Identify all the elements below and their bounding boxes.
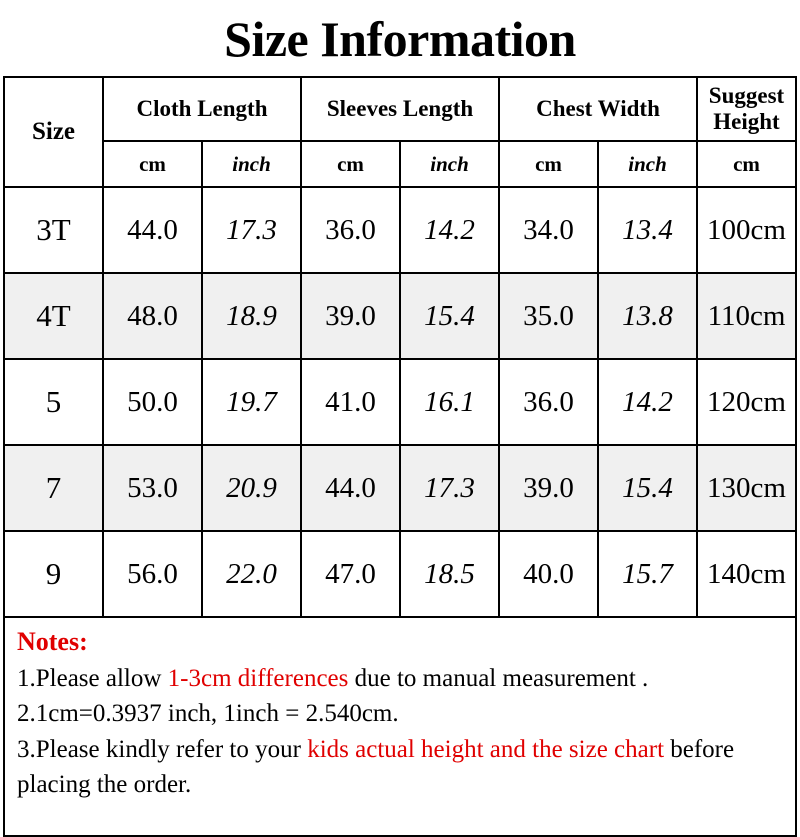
cell-size: 3T [4, 187, 103, 273]
cell-sleeve-cm: 41.0 [301, 359, 400, 445]
cell-size: 5 [4, 359, 103, 445]
cell-size: 9 [4, 531, 103, 617]
note-1-text-a: 1.Please allow [17, 664, 168, 692]
cell-sleeve-cm: 39.0 [301, 273, 400, 359]
unit-cloth-inch: inch [202, 141, 301, 187]
cell-sleeve-cm: 44.0 [301, 445, 400, 531]
table-header-group-row [4, 77, 796, 141]
cell-chest-cm: 36.0 [499, 359, 598, 445]
note-line-1 [17, 661, 783, 697]
note-line-3 [17, 732, 783, 803]
cell-sleeve-cm: 47.0 [301, 531, 400, 617]
header-size: Size [4, 77, 103, 187]
cell-suggest-height: 120cm [697, 359, 796, 445]
cell-cloth-cm: 56.0 [103, 531, 202, 617]
cell-sleeve-inch: 17.3 [400, 445, 499, 531]
unit-cloth-cm: cm [103, 141, 202, 187]
cell-sleeve-inch: 15.4 [400, 273, 499, 359]
header-sleeves-length: Sleeves Length [301, 77, 499, 141]
cell-suggest-height: 110cm [697, 273, 796, 359]
cell-sleeve-inch: 14.2 [400, 187, 499, 273]
table-row [4, 445, 796, 531]
size-information-table [3, 76, 797, 618]
cell-cloth-cm: 44.0 [103, 187, 202, 273]
cell-sleeve-cm: 36.0 [301, 187, 400, 273]
unit-sleeve-inch: inch [400, 141, 499, 187]
header-cloth-length: Cloth Length [103, 77, 301, 141]
cell-chest-cm: 34.0 [499, 187, 598, 273]
cell-chest-cm: 39.0 [499, 445, 598, 531]
note-line-2: 2.1cm=0.3937 inch, 1inch = 2.540cm. [17, 700, 399, 727]
cell-suggest-height: 100cm [697, 187, 796, 273]
table-header-unit-row [4, 141, 796, 187]
cell-chest-cm: 35.0 [499, 273, 598, 359]
cell-cloth-inch: 22.0 [202, 531, 301, 617]
cell-size: 7 [4, 445, 103, 531]
cell-cloth-inch: 20.9 [202, 445, 301, 531]
cell-suggest-height: 140cm [697, 531, 796, 617]
table-header [4, 77, 796, 187]
cell-chest-inch: 13.8 [598, 273, 697, 359]
cell-cloth-cm: 50.0 [103, 359, 202, 445]
unit-chest-cm: cm [499, 141, 598, 187]
cell-size: 4T [4, 273, 103, 359]
cell-chest-inch: 15.4 [598, 445, 697, 531]
cell-chest-inch: 13.4 [598, 187, 697, 273]
unit-height-cm: cm [697, 141, 796, 187]
header-suggest-height: Suggest Height [697, 77, 796, 141]
table-row [4, 531, 796, 617]
unit-sleeve-cm: cm [301, 141, 400, 187]
table-row [4, 187, 796, 273]
cell-chest-cm: 40.0 [499, 531, 598, 617]
notes-heading: Notes: [17, 627, 88, 656]
cell-cloth-cm: 48.0 [103, 273, 202, 359]
note-3-text-b: before placing the order. [17, 735, 735, 798]
cell-cloth-inch: 18.9 [202, 273, 301, 359]
page-title: Size Information [224, 11, 576, 67]
table-row [4, 273, 796, 359]
cell-sleeve-inch: 18.5 [400, 531, 499, 617]
cell-cloth-inch: 17.3 [202, 187, 301, 273]
note-3-text-a: 3.Please kindly refer to your [17, 735, 308, 763]
cell-chest-inch: 14.2 [598, 359, 697, 445]
cell-cloth-inch: 19.7 [202, 359, 301, 445]
cell-suggest-height: 130cm [697, 445, 796, 531]
cell-chest-inch: 15.7 [598, 531, 697, 617]
cell-sleeve-inch: 16.1 [400, 359, 499, 445]
table-body [4, 187, 796, 617]
cell-cloth-cm: 53.0 [103, 445, 202, 531]
table-row [4, 359, 796, 445]
note-1-highlight: 1-3cm differences [167, 664, 349, 692]
note-3-highlight: kids actual height and the size chart [307, 735, 665, 763]
unit-chest-inch: inch [598, 141, 697, 187]
notes-section [3, 618, 797, 837]
header-chest-width: Chest Width [499, 77, 697, 141]
note-1-text-b: due to manual measurement . [348, 664, 649, 692]
